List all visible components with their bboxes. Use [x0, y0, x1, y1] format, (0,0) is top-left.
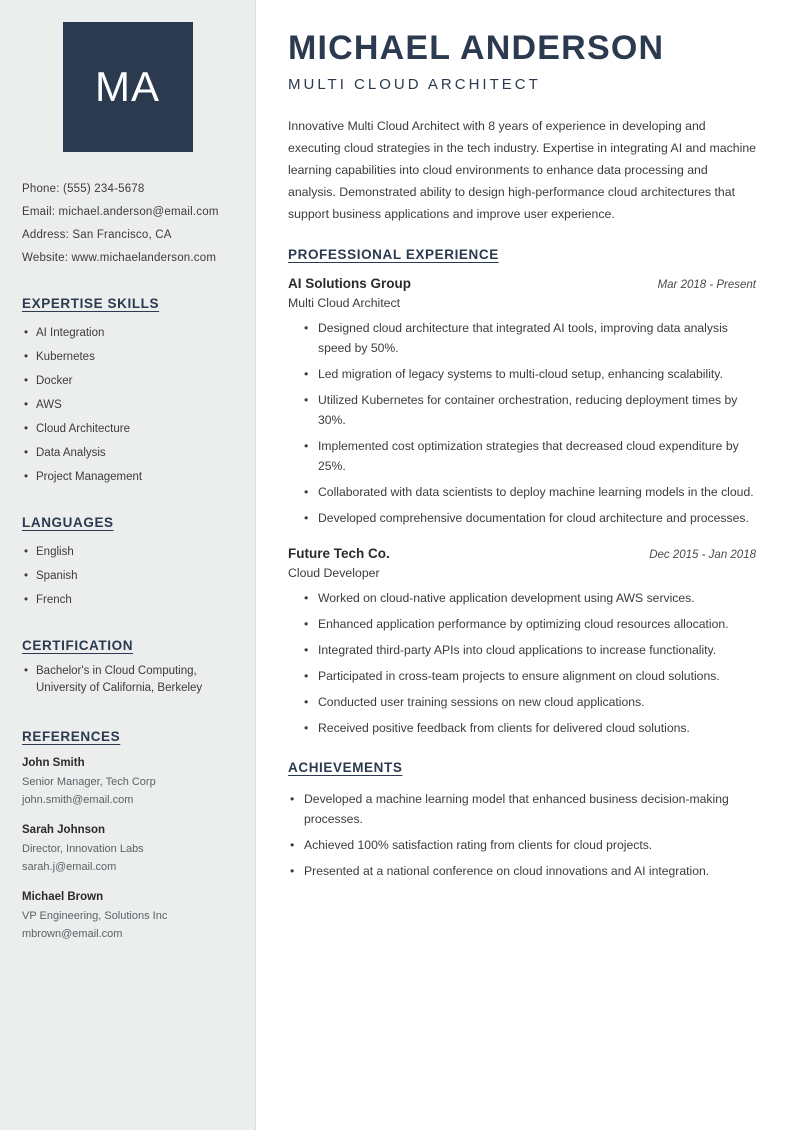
- achievements-list: [288, 789, 756, 881]
- list-item: • English: [22, 540, 233, 564]
- avatar: MA: [63, 22, 193, 152]
- employment-dates: Dec 2015 - Jan 2018: [649, 549, 756, 561]
- sidebar: [0, 0, 256, 1130]
- reference-email: mbrown@email.com: [22, 928, 123, 940]
- reference-title: VP Engineering, Solutions Inc: [22, 910, 168, 922]
- list-item: • Participated in cross-team projects to ensure alignment on cloud solutions.: [304, 666, 756, 686]
- list-item: • AWS: [22, 393, 233, 417]
- list-item: • Conducted user training sessions on new cloud applications.: [304, 692, 756, 712]
- reference-name: Michael Brown: [22, 891, 104, 903]
- contact-phone: Phone: (555) 234-5678: [22, 183, 145, 195]
- expertise-skills-section: [22, 296, 233, 489]
- reference-email: john.smith@email.com: [22, 794, 134, 806]
- contact-address: Address: San Francisco, CA: [22, 229, 172, 241]
- responsibility-list: [288, 318, 756, 528]
- list-item: • Spanish: [22, 564, 233, 588]
- reference-email: sarah.j@email.com: [22, 861, 117, 873]
- list-item: [22, 888, 233, 943]
- avatar-container: [22, 0, 233, 152]
- experience-entry: [288, 546, 756, 738]
- employment-dates: Mar 2018 - Present: [657, 279, 756, 291]
- company-name: AI Solutions Group: [288, 276, 411, 291]
- list-item: • Data Analysis: [22, 441, 233, 465]
- list-item: • Bachelor's in Cloud Computing, University of California, Berkeley: [22, 663, 233, 703]
- certification-heading: CERTIFICATION: [22, 638, 134, 653]
- references-heading: REFERENCES: [22, 729, 121, 744]
- professional-summary: Innovative Multi Cloud Architect with 8 years of experience in developing and executing cloud strategies in the tech industry. Expertise in integrating AI and machine learning capabilities into cloud environments to enhance data processing and analysis. Demonstrated ability to design high-performance cloud architectures that support business applications and improve user experience.: [288, 119, 757, 221]
- company-name: Future Tech Co.: [288, 546, 390, 561]
- list-item: • Developed a machine learning model that enhanced business decision-making processes.: [290, 789, 756, 829]
- job-title-subtitle: MULTI CLOUD ARCHITECT: [288, 76, 541, 93]
- responsibility-list: [288, 588, 756, 738]
- list-item: • Implemented cost optimization strategies that decreased cloud expenditure by 25%.: [304, 436, 756, 476]
- list-item: • French: [22, 588, 233, 612]
- experience-header: [288, 546, 756, 561]
- list-item: • Led migration of legacy systems to multi-cloud setup, enhancing scalability.: [304, 364, 756, 384]
- main-content: [256, 0, 800, 1130]
- expertise-skills-heading: EXPERTISE SKILLS: [22, 296, 160, 311]
- list-item: • Utilized Kubernetes for container orchestration, reducing deployment times by 30%.: [304, 390, 756, 430]
- list-item: • Collaborated with data scientists to deploy machine learning models in the cloud.: [304, 482, 756, 502]
- experience-header: [288, 276, 756, 291]
- reference-name: John Smith: [22, 757, 85, 769]
- page-title: MICHAEL ANDERSON: [288, 29, 665, 67]
- languages-list: [22, 540, 233, 612]
- list-item: • Worked on cloud-native application development using AWS services.: [304, 588, 756, 608]
- professional-experience-heading: PROFESSIONAL EXPERIENCE: [288, 247, 499, 262]
- list-item: • Docker: [22, 369, 233, 393]
- list-item: • Received positive feedback from clients for delivered cloud solutions.: [304, 718, 756, 738]
- certification-section: [22, 638, 233, 703]
- contact-info: [22, 178, 233, 270]
- list-item: • AI Integration: [22, 321, 233, 345]
- achievements-section: [288, 760, 756, 881]
- professional-experience-section: [288, 247, 756, 738]
- position-title: Cloud Developer: [288, 566, 380, 580]
- list-item: • Project Management: [22, 465, 233, 489]
- achievements-heading: ACHIEVEMENTS: [288, 760, 403, 775]
- contact-website: Website: www.michaelanderson.com: [22, 252, 217, 264]
- list-item: • Designed cloud architecture that integrated AI tools, improving data analysis speed by 50%.: [304, 318, 756, 358]
- list-item: • Cloud Architecture: [22, 417, 233, 441]
- reference-title: Director, Innovation Labs: [22, 843, 144, 855]
- list-item: • Achieved 100% satisfaction rating from clients for cloud projects.: [290, 835, 756, 855]
- contact-email: Email: michael.anderson@email.com: [22, 206, 219, 218]
- list-item: • Enhanced application performance by optimizing cloud resources allocation.: [304, 614, 756, 634]
- reference-title: Senior Manager, Tech Corp: [22, 776, 156, 788]
- expertise-skills-list: [22, 321, 233, 489]
- reference-name: Sarah Johnson: [22, 824, 106, 836]
- list-item: [22, 821, 233, 876]
- list-item: • Developed comprehensive documentation for cloud architecture and processes.: [304, 508, 756, 528]
- languages-section: [22, 515, 233, 612]
- list-item: • Integrated third-party APIs into cloud applications to increase functionality.: [304, 640, 756, 660]
- list-item: • Kubernetes: [22, 345, 233, 369]
- languages-heading: LANGUAGES: [22, 515, 114, 530]
- references-section: [22, 729, 233, 943]
- list-item: • Presented at a national conference on cloud innovations and AI integration.: [290, 861, 756, 881]
- position-title: Multi Cloud Architect: [288, 296, 401, 310]
- list-item: [22, 754, 233, 809]
- experience-entry: [288, 276, 756, 528]
- certification-list: [22, 663, 233, 703]
